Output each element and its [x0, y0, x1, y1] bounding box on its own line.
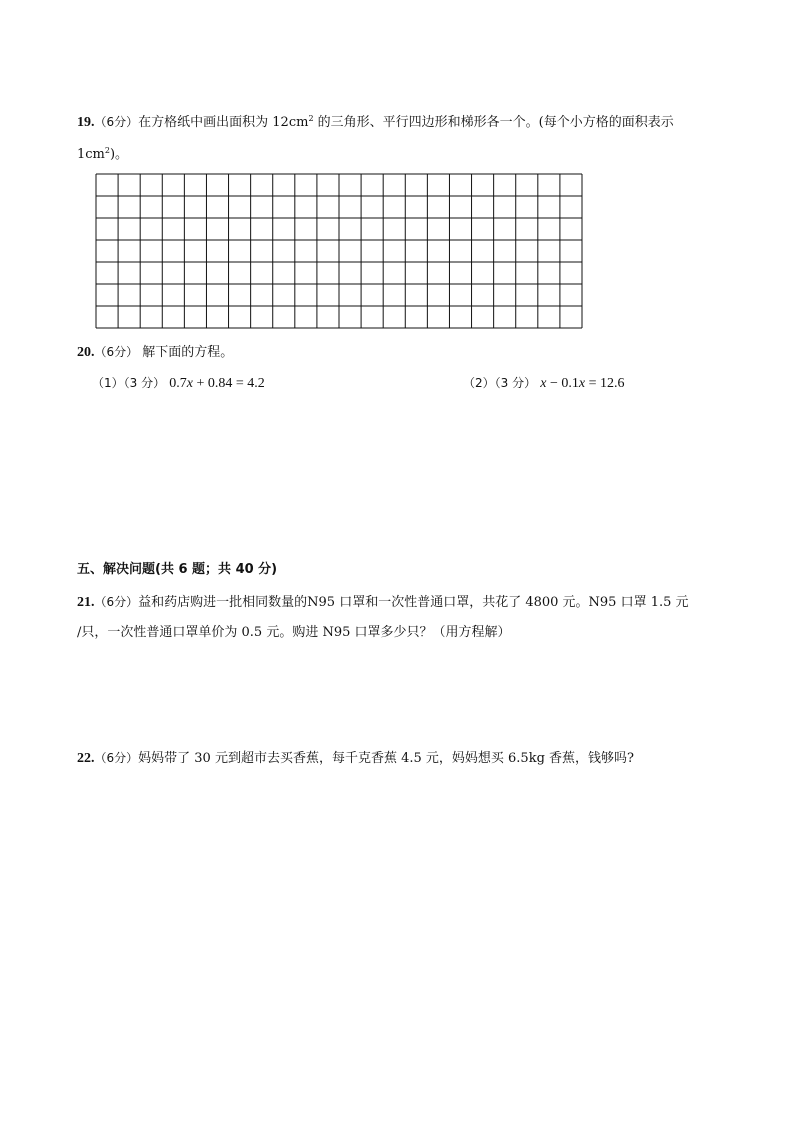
- q20-text: 解下面的方程。: [138, 345, 234, 360]
- q19-text-b: 的三角形、平行四边形和梯形各一个。(每个小方格的面积表示: [313, 115, 674, 130]
- q20-part-1-equation: 0.7x + 0.84 = 4.2: [169, 376, 265, 391]
- q22-score: （6分）: [94, 751, 139, 765]
- q19-text-d: )。: [109, 147, 129, 162]
- q20-part-2: [463, 374, 624, 393]
- q19-line-1: [77, 113, 674, 132]
- q19-score: （6分）: [94, 115, 139, 129]
- square-grid-paper[interactable]: [95, 173, 585, 331]
- q20-part-1: [92, 374, 265, 393]
- q21-text-line-1: 益和药店购进一批相同数量的N95 口罩和一次性普通口罩，共花了 4800 元。N95 口罩 1.5 元: [138, 595, 689, 610]
- q22-line: [77, 749, 634, 768]
- q22-text: 妈妈带了 30 元到超市去买香蕉，每千克香蕉 4.5 元，妈妈想买 6.5kg 香蕉，钱够吗?: [138, 751, 634, 766]
- q20-line: [77, 343, 233, 362]
- q19-line-2: [77, 146, 128, 164]
- section-5-title: 五、解决问题(共 6 题；共 40 分): [77, 562, 278, 577]
- q20-number: 20.: [77, 345, 95, 360]
- q20-part-2-label: （2）（3 分）: [463, 376, 537, 390]
- q21-line-1: [77, 593, 689, 612]
- q19-superscript-a: 2: [308, 114, 314, 123]
- q20-part-1-label: （1）（3 分）: [92, 376, 166, 390]
- q21-number: 21.: [77, 595, 95, 610]
- q20-score: （6分）: [94, 345, 139, 359]
- q19-text-c: 1cm: [77, 147, 105, 162]
- q19-superscript-c: 2: [104, 146, 110, 155]
- q22-number: 22.: [77, 751, 95, 766]
- q19-text-a: 在方格纸中画出面积为 12cm: [138, 115, 309, 130]
- q20-part-2-equation: x − 0.1x = 12.6: [540, 376, 625, 391]
- q21-line-2: /只，一次性普通口罩单价为 0.5 元。购进 N95 口罩多少只？（用方程解）: [77, 625, 511, 640]
- q19-number: 19.: [77, 115, 95, 130]
- q21-score: （6分）: [94, 595, 139, 609]
